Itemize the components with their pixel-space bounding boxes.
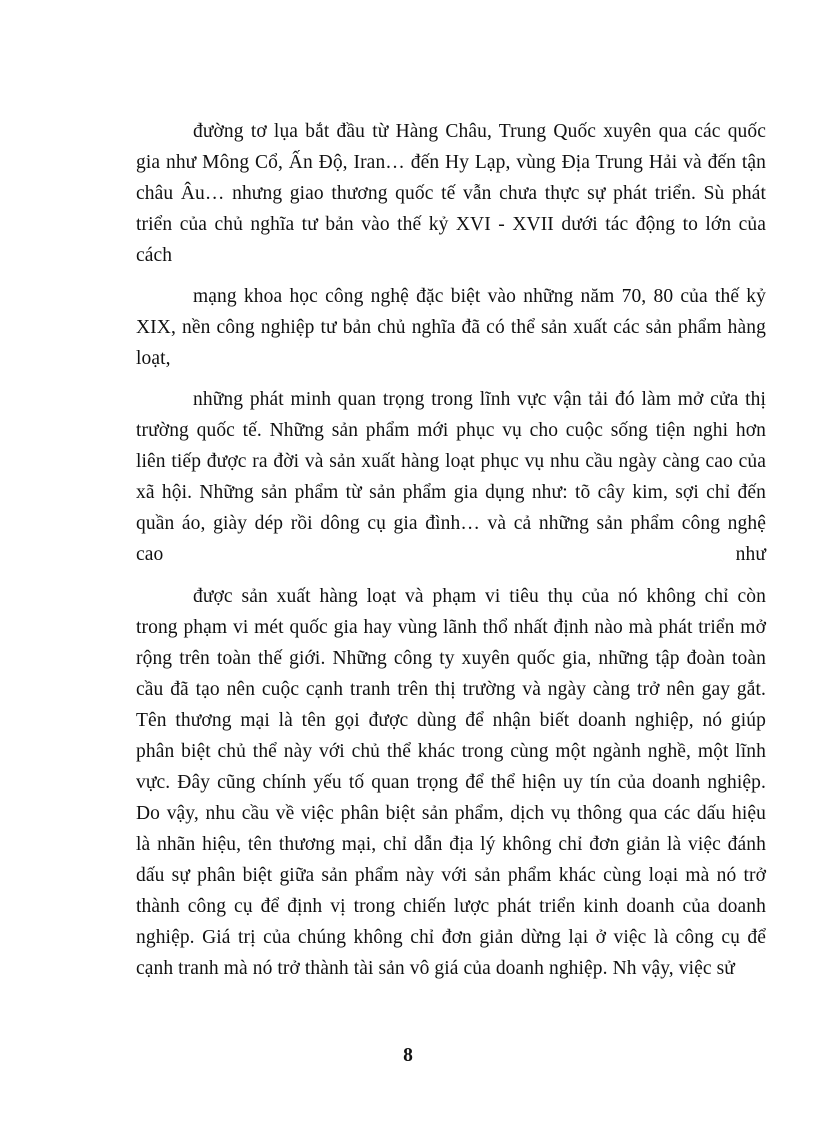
- paragraph-1-line-1: đường tơ lụa bắt đầu từ Hàng Châu, Trung Quốc xuyên qua các quốc: [193, 121, 766, 142]
- paragraph-1-line-2: gia như Mông Cổ, Ấn Độ, Iran… đến Hy Lạp, vùng Địa Trung Hải và đến tận: [136, 152, 766, 173]
- paragraph-4-line-2: trong phạm vi mét quốc gia hay vùng lãnh thổ nhất định nào mà phát triển mở: [136, 617, 766, 638]
- paragraph-1-line-3: châu Âu… nhưng giao thương quốc tế vẫn chưa thực sự phát triển. Sù phát: [136, 183, 766, 204]
- paragraph-4-line-4: cầu đã tạo nên cuộc cạnh tranh trên thị trường và ngày càng trở nên gay gắt.: [136, 679, 766, 700]
- paragraph-2-line-3: loạt,: [136, 348, 171, 369]
- paragraph-4-line-1: được sản xuất hàng loạt và phạm vi tiêu thụ của nó không chỉ còn: [193, 586, 766, 607]
- paragraph-4-line-6: phân biệt chủ thể này với chủ thể khác trong cùng một ngành nghề, một lĩnh: [136, 741, 766, 762]
- paragraph-1-line-5: cách: [136, 245, 173, 266]
- paragraph-3-line-1: những phát minh quan trọng trong lĩnh vực vận tải đó làm mở cửa thị: [193, 389, 766, 410]
- paragraph-4-line-12: nghiệp. Giá trị của chúng không chỉ đơn giản dừng lại ở việc là công cụ để: [136, 927, 766, 948]
- paragraph-1-line-4: triển của chủ nghĩa tư bản vào thế kỷ XVI - XVII dưới tác động to lớn của: [136, 214, 766, 235]
- paragraph-4-line-5: Tên thương mại là tên gọi được dùng để nhận biết doanh nghiệp, nó giúp: [136, 710, 766, 731]
- paragraph-3-line-6: cao như: [136, 544, 766, 565]
- paragraph-4-line-7: vực. Đây cũng chính yếu tố quan trọng để thể hiện uy tín của doanh nghiệp.: [136, 772, 766, 793]
- paragraph-4-line-13: cạnh tranh mà nó trở thành tài sản vô giá của doanh nghiệp. Nh vậy, việc sử: [136, 958, 735, 979]
- paragraph-3-line-4: xã hội. Những sản phẩm từ sản phẩm gia dụng như: tõ cây kim, sợi chỉ đến: [136, 482, 766, 503]
- paragraph-4-line-3: rộng trên toàn thế giới. Những công ty xuyên quốc gia, những tập đoàn toàn: [136, 648, 766, 669]
- paragraph-3-line-5: quần áo, giày dép rồi dông cụ gia đình… và cả những sản phẩm công nghệ: [136, 513, 766, 534]
- paragraph-3-line-3: liên tiếp được ra đời và sản xuất hàng loạt phục vụ nhu cầu ngày càng cao của: [136, 451, 766, 472]
- paragraph-4-line-8: Do vậy, nhu cầu về việc phân biệt sản phẩm, dịch vụ thông qua các dấu hiệu: [136, 803, 766, 824]
- paragraph-3-line-2: trường quốc tế. Những sản phẩm mới phục vụ cho cuộc sống tiện nghi hơn: [136, 420, 766, 441]
- paragraph-4-line-11: thành công cụ để định vị trong chiến lược phát triển kinh doanh của doanh: [136, 896, 766, 917]
- paragraph-4-line-9: là nhãn hiệu, tên thương mại, chỉ dẫn địa lý không chỉ đơn giản là việc đánh: [136, 834, 766, 855]
- paragraph-4-line-10: dấu sự phân biệt giữa sản phẩm này với sản phẩm khác cùng loại mà nó trở: [136, 865, 766, 886]
- paragraph-2-line-2: XIX, nền công nghiệp tư bản chủ nghĩa đã có thể sản xuất các sản phẩm hàng: [136, 317, 766, 338]
- page-number: 8: [403, 1045, 413, 1066]
- paragraph-2-line-1: mạng khoa học công nghệ đặc biệt vào những năm 70, 80 của thế kỷ: [193, 286, 766, 307]
